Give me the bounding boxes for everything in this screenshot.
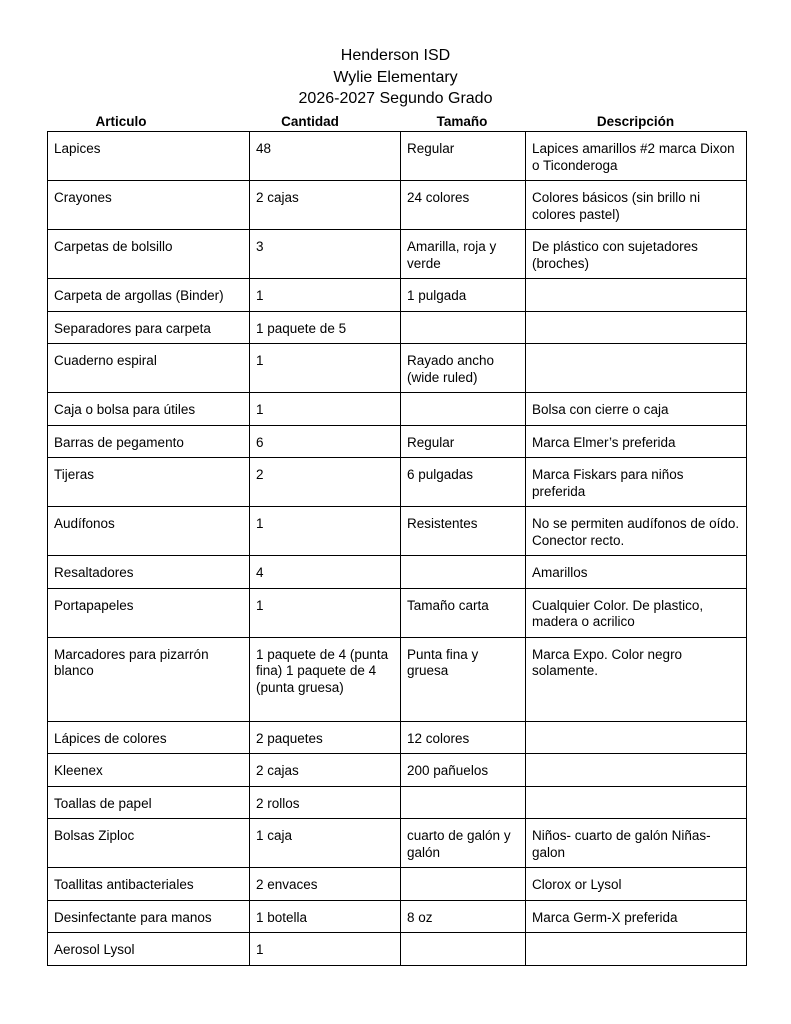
- table-row: [48, 556, 747, 589]
- district-name: Henderson ISD: [340, 47, 451, 64]
- quantity-cell: 3: [250, 230, 401, 279]
- size-cell: Amarilla, roja y verde: [401, 230, 526, 279]
- document-title-block: [0, 45, 791, 110]
- quantity-cell: 48: [250, 132, 401, 181]
- description-cell: [526, 279, 747, 312]
- description-cell: [526, 721, 747, 754]
- table-row: [48, 344, 747, 393]
- table-row: [48, 393, 747, 426]
- size-cell: Punta fina y gruesa: [401, 637, 526, 721]
- item-cell: Aerosol Lysol: [48, 933, 250, 966]
- description-cell: De plástico con sujetadores (broches): [526, 230, 747, 279]
- quantity-cell: 1: [250, 588, 401, 637]
- quantity-cell: 1 paquete de 5: [250, 311, 401, 344]
- quantity-cell: 2 envaces: [250, 868, 401, 901]
- item-cell: Carpetas de bolsillo: [48, 230, 250, 279]
- description-cell: Marca Elmer’s preferida: [526, 425, 747, 458]
- description-cell: Marca Expo. Color negro solamente.: [526, 637, 747, 721]
- item-cell: Carpeta de argollas (Binder): [48, 279, 250, 312]
- quantity-cell: 2 paquetes: [250, 721, 401, 754]
- supply-list-body: [48, 132, 747, 966]
- description-cell: Colores básicos (sin brillo ni colores pastel): [526, 181, 747, 230]
- table-row: [48, 933, 747, 966]
- item-cell: Audífonos: [48, 507, 250, 556]
- quantity-cell: 2 rollos: [250, 786, 401, 819]
- table-row: [48, 900, 747, 933]
- description-cell: [526, 311, 747, 344]
- size-cell: Resistentes: [401, 507, 526, 556]
- description-cell: Amarillos: [526, 556, 747, 589]
- size-cell: [401, 556, 526, 589]
- column-header-quantity: Cantidad: [281, 114, 339, 129]
- size-cell: 8 oz: [401, 900, 526, 933]
- item-cell: Bolsas Ziploc: [48, 819, 250, 868]
- quantity-cell: 1 caja: [250, 819, 401, 868]
- table-row: [48, 279, 747, 312]
- table-row: [48, 507, 747, 556]
- column-header-description: Descripción: [596, 114, 675, 129]
- size-cell: 1 pulgada: [401, 279, 526, 312]
- item-cell: Lápices de colores: [48, 721, 250, 754]
- table-row: [48, 181, 747, 230]
- table-row: [48, 721, 747, 754]
- quantity-cell: 1: [250, 393, 401, 426]
- column-header-item: Articulo: [95, 114, 147, 129]
- quantity-cell: 4: [250, 556, 401, 589]
- description-cell: [526, 754, 747, 787]
- size-cell: [401, 786, 526, 819]
- size-cell: [401, 933, 526, 966]
- school-name: Wylie Elementary: [333, 68, 458, 86]
- item-cell: Separadores para carpeta: [48, 311, 250, 344]
- item-cell: Cuaderno espiral: [48, 344, 250, 393]
- quantity-cell: 1 paquete de 4 (punta fina) 1 paquete de 4 (punta gruesa): [250, 637, 401, 721]
- description-cell: Bolsa con cierre o caja: [526, 393, 747, 426]
- item-cell: Toallas de papel: [48, 786, 250, 819]
- item-cell: Barras de pegamento: [48, 425, 250, 458]
- size-cell: Regular: [401, 132, 526, 181]
- size-cell: [401, 393, 526, 426]
- size-cell: 6 pulgadas: [401, 458, 526, 507]
- table-row: [48, 819, 747, 868]
- size-cell: 200 pañuelos: [401, 754, 526, 787]
- school-year-grade: 2026-2027 Segundo Grado: [298, 90, 493, 107]
- table-row: [48, 458, 747, 507]
- size-cell: [401, 311, 526, 344]
- quantity-cell: 6: [250, 425, 401, 458]
- description-cell: Cualquier Color. De plastico, madera o acrilico: [526, 588, 747, 637]
- description-cell: Lapices amarillos #2 marca Dixon o Ticonderoga: [526, 132, 747, 181]
- size-cell: 12 colores: [401, 721, 526, 754]
- quantity-cell: 2 cajas: [250, 754, 401, 787]
- quantity-cell: 1 botella: [250, 900, 401, 933]
- quantity-cell: 1: [250, 279, 401, 312]
- table-row: [48, 868, 747, 901]
- item-cell: Portapapeles: [48, 588, 250, 637]
- description-cell: [526, 786, 747, 819]
- table-row: [48, 230, 747, 279]
- quantity-cell: 1: [250, 344, 401, 393]
- quantity-cell: 1: [250, 507, 401, 556]
- table-row: [48, 311, 747, 344]
- description-cell: Clorox or Lysol: [526, 868, 747, 901]
- table-row: [48, 132, 747, 181]
- size-cell: Tamaño carta: [401, 588, 526, 637]
- table-row: [48, 754, 747, 787]
- description-cell: [526, 933, 747, 966]
- quantity-cell: 1: [250, 933, 401, 966]
- item-cell: Tijeras: [48, 458, 250, 507]
- table-row: [48, 588, 747, 637]
- item-cell: Toallitas antibacteriales: [48, 868, 250, 901]
- item-cell: Kleenex: [48, 754, 250, 787]
- item-cell: Resaltadores: [48, 556, 250, 589]
- quantity-cell: 2: [250, 458, 401, 507]
- table-row: [48, 425, 747, 458]
- size-cell: Regular: [401, 425, 526, 458]
- quantity-cell: 2 cajas: [250, 181, 401, 230]
- table-row: [48, 637, 747, 721]
- description-cell: Marca Germ-X preferida: [526, 900, 747, 933]
- column-header-size: Tamaño: [436, 114, 488, 129]
- description-cell: No se permiten audífonos de oído. Conector recto.: [526, 507, 747, 556]
- size-cell: [401, 868, 526, 901]
- size-cell: Rayado ancho (wide ruled): [401, 344, 526, 393]
- item-cell: Lapices: [48, 132, 250, 181]
- item-cell: Desinfectante para manos: [48, 900, 250, 933]
- description-cell: Marca Fiskars para niños preferida: [526, 458, 747, 507]
- size-cell: 24 colores: [401, 181, 526, 230]
- item-cell: Crayones: [48, 181, 250, 230]
- size-cell: cuarto de galón y galón: [401, 819, 526, 868]
- item-cell: Caja o bolsa para útiles: [48, 393, 250, 426]
- table-row: [48, 786, 747, 819]
- supply-list-table: [47, 131, 747, 966]
- description-cell: [526, 344, 747, 393]
- item-cell: Marcadores para pizarrón blanco: [48, 637, 250, 721]
- description-cell: Niños- cuarto de galón Niñas- galon: [526, 819, 747, 868]
